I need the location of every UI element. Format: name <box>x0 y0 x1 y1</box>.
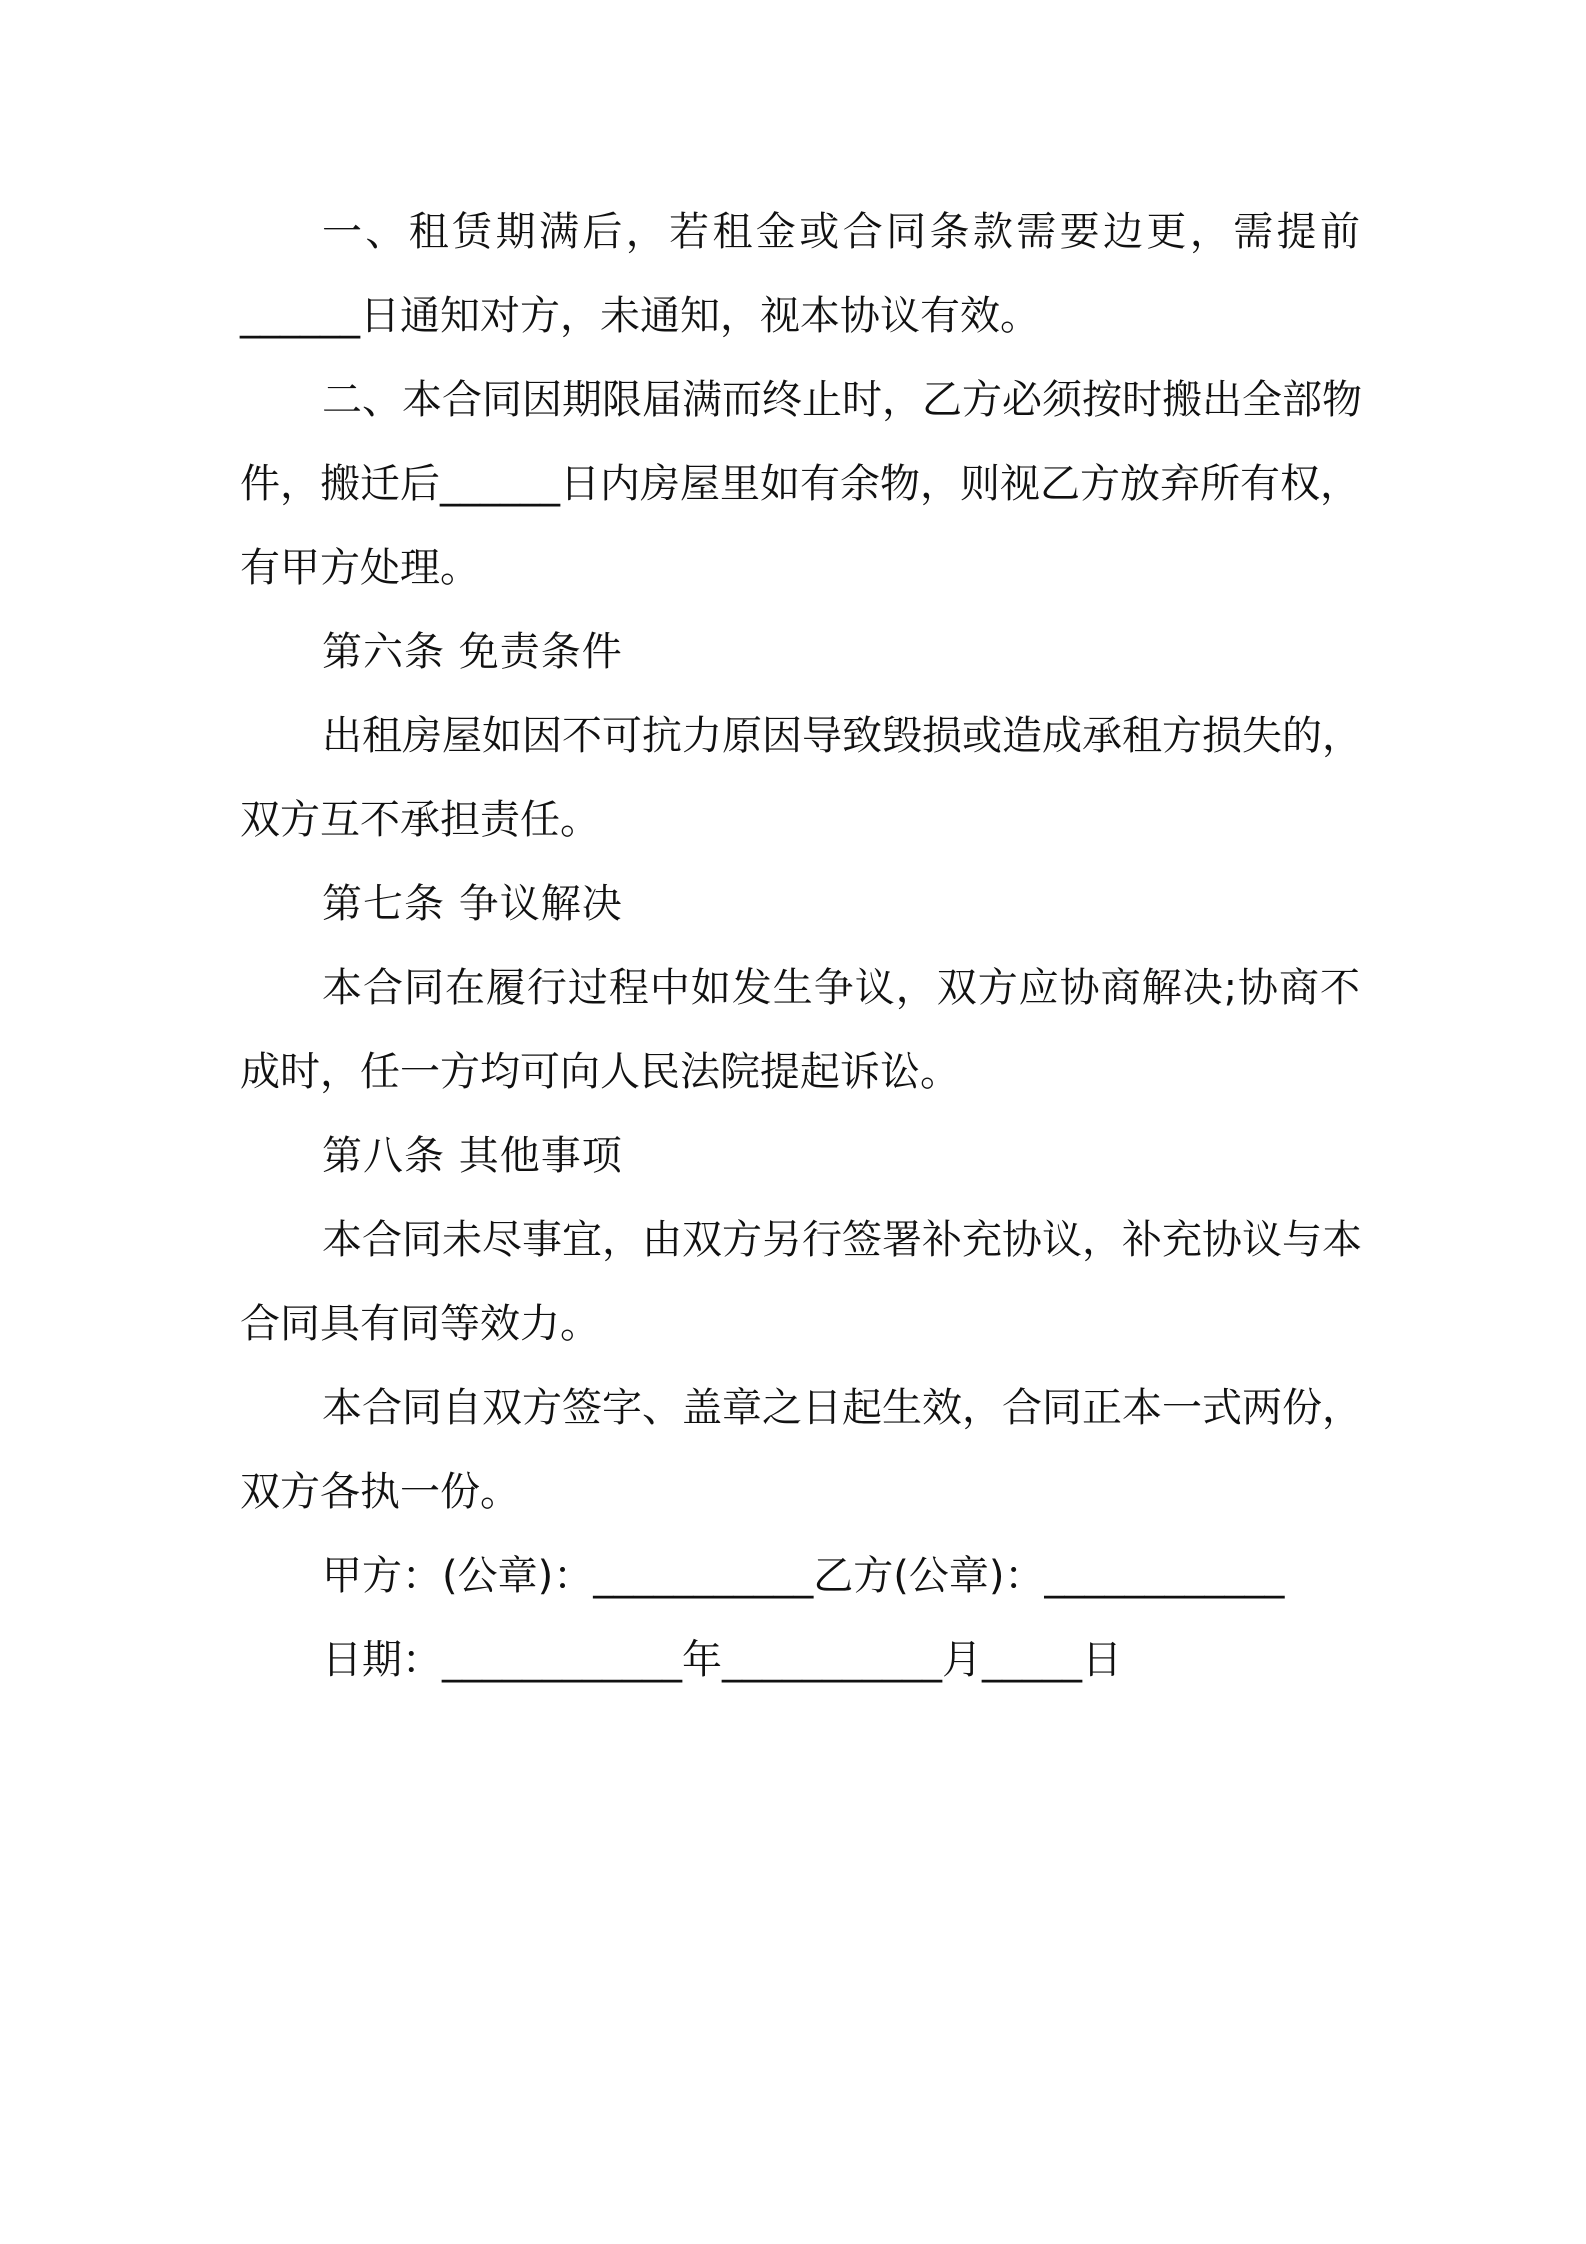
paragraph-2-end <box>240 526 1360 610</box>
article-6-line-1: 出租房屋如因不可抗力原因导致毁损或造成承租方损失的， <box>322 713 1362 759</box>
article-7-paragraph <box>240 946 1360 1030</box>
signature-date-line: 日期：____________年___________月_____日 <box>322 1637 1122 1683</box>
article-6-paragraph <box>240 694 1360 778</box>
paragraph-1-continued <box>240 274 1360 358</box>
article-8-paragraph-2 <box>240 1366 1360 1450</box>
paragraph-2-line-1: 二、本合同因期限届满而终止时，乙方必须按时搬出全部物 <box>322 377 1362 423</box>
article-8-title: 第八条 其他事项 <box>322 1133 623 1179</box>
document-body <box>240 190 1360 1702</box>
article-8-line-1: 本合同未尽事宜，由双方另行签署补充协议，补充协议与本 <box>322 1217 1362 1263</box>
article-6-title: 第六条 免责条件 <box>322 629 623 675</box>
paragraph-1-line-2: ______日通知对方，未通知，视本协议有效。 <box>240 293 1040 339</box>
article-7-line-1: 本合同在履行过程中如发生争议，双方应协商解决;协商不 <box>322 965 1360 1011</box>
article-8-paragraph-1 <box>240 1198 1360 1282</box>
paragraph-2 <box>240 358 1360 442</box>
paragraph-2-line-2: 件，搬迁后______日内房屋里如有余物，则视乙方放弃所有权， <box>240 461 1360 507</box>
article-7-heading <box>240 862 1360 946</box>
signature-parties <box>240 1534 1360 1618</box>
paragraph-2-line-3: 有甲方处理。 <box>240 545 480 591</box>
article-8-line-3: 本合同自双方签字、盖章之日起生效，合同正本一式两份， <box>322 1385 1362 1431</box>
article-7-continued <box>240 1030 1360 1114</box>
article-6-heading <box>240 610 1360 694</box>
paragraph-1-line-1: 一、租赁期满后，若租金或合同条款需要边更，需提前 <box>322 209 1360 255</box>
article-8-line-4: 双方各执一份。 <box>240 1469 520 1515</box>
article-6-line-2: 双方互不承担责任。 <box>240 797 600 843</box>
paragraph-1 <box>240 190 1360 274</box>
article-8-line-2: 合同具有同等效力。 <box>240 1301 600 1347</box>
article-8-paragraph-1-continued <box>240 1282 1360 1366</box>
paragraph-2-continued <box>240 442 1360 526</box>
signature-parties-line: 甲方：(公章)：___________乙方(公章)：____________ <box>322 1553 1285 1599</box>
article-8-paragraph-2-continued <box>240 1450 1360 1534</box>
article-6-continued <box>240 778 1360 862</box>
article-8-heading <box>240 1114 1360 1198</box>
article-7-title: 第七条 争议解决 <box>322 881 623 927</box>
article-7-line-2: 成时，任一方均可向人民法院提起诉讼。 <box>240 1049 960 1095</box>
signature-date <box>240 1618 1360 1702</box>
